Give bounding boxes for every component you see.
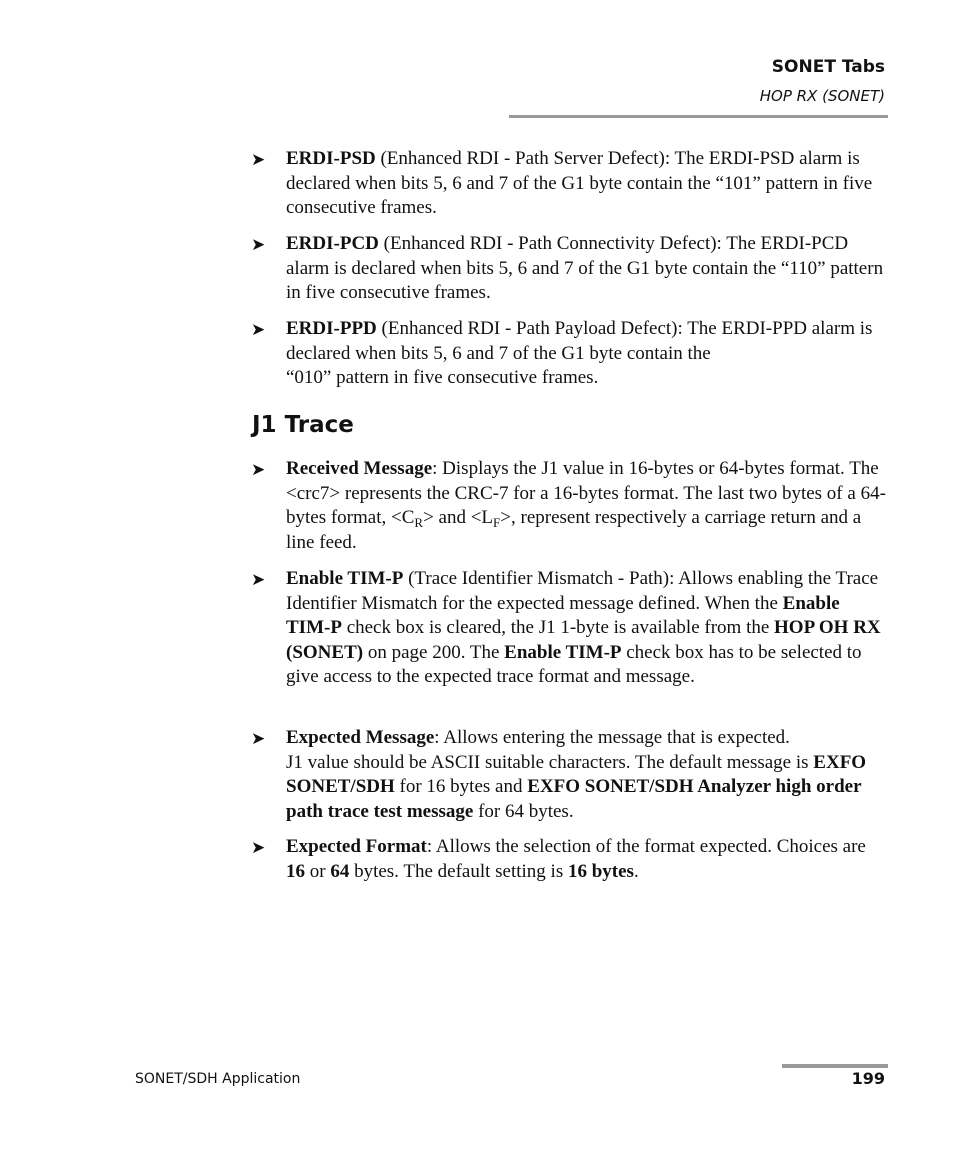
desc-tim-3: on page 200. The [363, 641, 505, 663]
desc-received-3: >, represent respectively a carriage return and a line feed. [286, 507, 862, 553]
desc-erdi-psd: (Enhanced RDI - Path Server Defect): The ERDI-PSD alarm is declared when bits 5, 6 and 7 of the G1 byte contain the “101” pattern in five consecutive frames. [286, 148, 873, 219]
header-title: SONET Tabs [771, 57, 885, 77]
header-rule [509, 115, 888, 118]
section-title-j1-trace: J1 Trace [252, 412, 354, 438]
bullet-erdi-ppd [251, 317, 886, 391]
desc-expected-message-2: J1 value should be ASCII suitable characters. The default message is [286, 751, 814, 773]
subscript-r: R [414, 515, 424, 531]
term-enable-tim-p: Enable TIM-P [286, 568, 404, 589]
desc-expected-format-1: : Allows the selection of the format expected. Choices are [426, 836, 866, 857]
link-hop-oh-rx[interactable]: HOP OH RX (SONET) [286, 617, 881, 663]
desc-expected-format-4: . [633, 860, 639, 882]
desc-received-1: : Displays the J1 value in 16-bytes or 64-bytes format. The <crc7> represents the CRC-7 for a 16-bytes format. The last two bytes of a 64-bytes format, <C [286, 458, 886, 529]
bullet-arrow-icon: ➤ [251, 729, 266, 749]
bullet-arrow-icon: ➤ [251, 460, 266, 480]
term-erdi-pcd: ERDI-PCD [286, 233, 379, 254]
header-subtitle: HOP RX (SONET) [759, 87, 885, 105]
term-erdi-ppd: ERDI-PPD [286, 318, 377, 339]
footer-rule [782, 1064, 888, 1068]
desc-expected-message-3: for 16 bytes and [394, 776, 528, 798]
term-enable-tim-p-3: Enable TIM-P [504, 641, 622, 663]
term-enable-tim-p-2: Enable TIM-P [286, 592, 840, 639]
term-erdi-psd: ERDI-PSD [286, 148, 376, 169]
desc-expected-message-4: for 64 bytes. [473, 800, 574, 822]
choice-16: 16 [286, 860, 305, 882]
desc-tim-4: check box has to be selected to give access to the expected trace format and message. [286, 641, 862, 688]
subscript-f: F [493, 515, 501, 531]
desc-expected-format-2: or [305, 860, 331, 882]
term-received-message: Received Message [286, 458, 433, 479]
term-expected-message: Expected Message [286, 727, 435, 748]
page-number: 199 [851, 1069, 885, 1088]
bullet-expected-message [251, 726, 886, 824]
desc-tim-1: (Trace Identifier Mismatch - Path): Allows enabling the Trace Identifier Mismatch for the expected message defined. When the [286, 568, 879, 614]
desc-expected-message-1: : Allows entering the message that is expected. [434, 727, 790, 748]
term-expected-format: Expected Format [286, 836, 427, 857]
desc-tim-2: check box is cleared, the J1 1-byte is available from the [341, 617, 775, 639]
default-message-64: EXFO SONET/SDH Analyzer high order path trace test message [286, 776, 862, 822]
bullet-arrow-icon: ➤ [251, 570, 266, 590]
footer-chapter: SONET/SDH Application [135, 1071, 301, 1087]
desc-expected-format-3: bytes. The default setting is [349, 860, 568, 882]
bullet-erdi-pcd [251, 232, 886, 306]
bullet-arrow-icon: ➤ [251, 320, 266, 340]
choice-64: 64 [330, 860, 350, 882]
desc-erdi-pcd: (Enhanced RDI - Path Connectivity Defect): The ERDI-PCD alarm is declared when bits 5, 6 and 7 of the G1 byte contain the “110” pattern in five consecutive frames. [286, 233, 884, 304]
desc-received-2: > and <L [423, 507, 494, 529]
desc-erdi-ppd-cont: “010” pattern in five consecutive frames. [286, 367, 599, 389]
default-setting: 16 bytes [567, 860, 634, 882]
desc-erdi-ppd: (Enhanced RDI - Path Payload Defect): The ERDI-PPD alarm is declared when bits 5, 6 and 7 of the G1 byte contain the [286, 318, 873, 364]
bullet-arrow-icon: ➤ [251, 150, 266, 170]
default-message-16: EXFO SONET/SDH [286, 751, 867, 798]
bullet-enable-tim-p [251, 567, 886, 690]
bullet-received-message [251, 457, 886, 555]
bullet-arrow-icon: ➤ [251, 235, 266, 255]
bullet-arrow-icon: ➤ [251, 838, 266, 858]
bullet-erdi-psd [251, 147, 886, 221]
bullet-expected-format [251, 835, 886, 884]
